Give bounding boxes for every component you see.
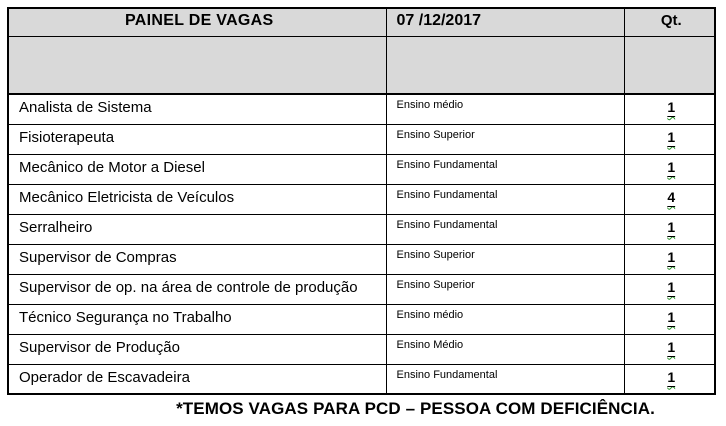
job-title-cell: Mecânico de Motor a Diesel [8, 154, 386, 184]
table-row [8, 124, 715, 154]
vagas-table [7, 7, 716, 395]
qty-cell [624, 244, 715, 274]
table-row [8, 154, 715, 184]
job-title-cell: Operador de Escavadeira [8, 364, 386, 394]
qty-grammar-squiggle [667, 339, 675, 357]
qty-cell [624, 364, 715, 394]
qty-value: 1 [667, 99, 676, 115]
qty-cell [624, 304, 715, 334]
table-row [8, 214, 715, 244]
education-cell: Ensino Fundamental [386, 154, 624, 184]
table-header-row [8, 8, 715, 36]
qty-column-header: Qt. [624, 8, 715, 36]
qty-cell [624, 184, 715, 214]
education-cell: Ensino médio [386, 94, 624, 124]
qty-grammar-squiggle [667, 189, 675, 207]
spacer-cell-job [8, 36, 386, 94]
qty-cell [624, 94, 715, 124]
job-title-cell: Analista de Sistema [8, 94, 386, 124]
education-cell: Ensino Superior [386, 274, 624, 304]
panel-date: 07 /12/2017 [386, 8, 624, 36]
education-cell: Ensino Superior [386, 244, 624, 274]
qty-value: 1 [667, 128, 676, 145]
qty-value: 1 [667, 248, 676, 265]
job-title-cell: Supervisor de op. na área de controle de produção [8, 274, 386, 304]
qty-value: 1 [667, 218, 676, 235]
pcd-footer-note: *TEMOS VAGAS PARA PCD – PESSOA COM DEFICIÊNCIA. [176, 399, 655, 418]
table-row [8, 364, 715, 394]
qty-grammar-squiggle [667, 99, 675, 117]
job-title-cell: Supervisor de Compras [8, 244, 386, 274]
spacer-cell-qty [624, 36, 715, 94]
qty-grammar-squiggle [667, 369, 675, 387]
job-title-cell: Fisioterapeuta [8, 124, 386, 154]
table-row [8, 334, 715, 364]
job-title-cell: Mecânico Eletricista de Veículos [8, 184, 386, 214]
empty-spacer-row [8, 36, 715, 94]
job-title-cell: Supervisor de Produção [8, 334, 386, 364]
qty-value: 1 [667, 308, 676, 325]
qty-grammar-squiggle [667, 249, 675, 267]
qty-value: 1 [667, 278, 676, 295]
qty-cell [624, 154, 715, 184]
job-title-cell: Técnico Segurança no Trabalho [8, 304, 386, 334]
table-row [8, 184, 715, 214]
qty-grammar-squiggle [667, 129, 675, 147]
spacer-cell-education [386, 36, 624, 94]
qty-value: 4 [667, 188, 676, 205]
education-cell: Ensino Fundamental [386, 214, 624, 244]
qty-value: 1 [667, 158, 676, 175]
qty-cell [624, 274, 715, 304]
qty-cell [624, 214, 715, 244]
table-row [8, 304, 715, 334]
education-cell: Ensino médio [386, 304, 624, 334]
education-cell: Ensino Fundamental [386, 364, 624, 394]
qty-cell [624, 124, 715, 154]
qty-value: 1 [667, 368, 676, 385]
education-cell: Ensino Fundamental [386, 184, 624, 214]
qty-grammar-squiggle [667, 279, 675, 297]
education-cell: Ensino Médio [386, 334, 624, 364]
qty-cell [624, 334, 715, 364]
qty-grammar-squiggle [667, 159, 675, 177]
table-row [8, 94, 715, 124]
job-title-cell: Serralheiro [8, 214, 386, 244]
table-row [8, 244, 715, 274]
qty-grammar-squiggle [667, 309, 675, 327]
qty-value: 1 [667, 338, 676, 355]
table-row [8, 274, 715, 304]
qty-grammar-squiggle [667, 219, 675, 237]
panel-title: PAINEL DE VAGAS [8, 8, 386, 36]
education-cell: Ensino Superior [386, 124, 624, 154]
